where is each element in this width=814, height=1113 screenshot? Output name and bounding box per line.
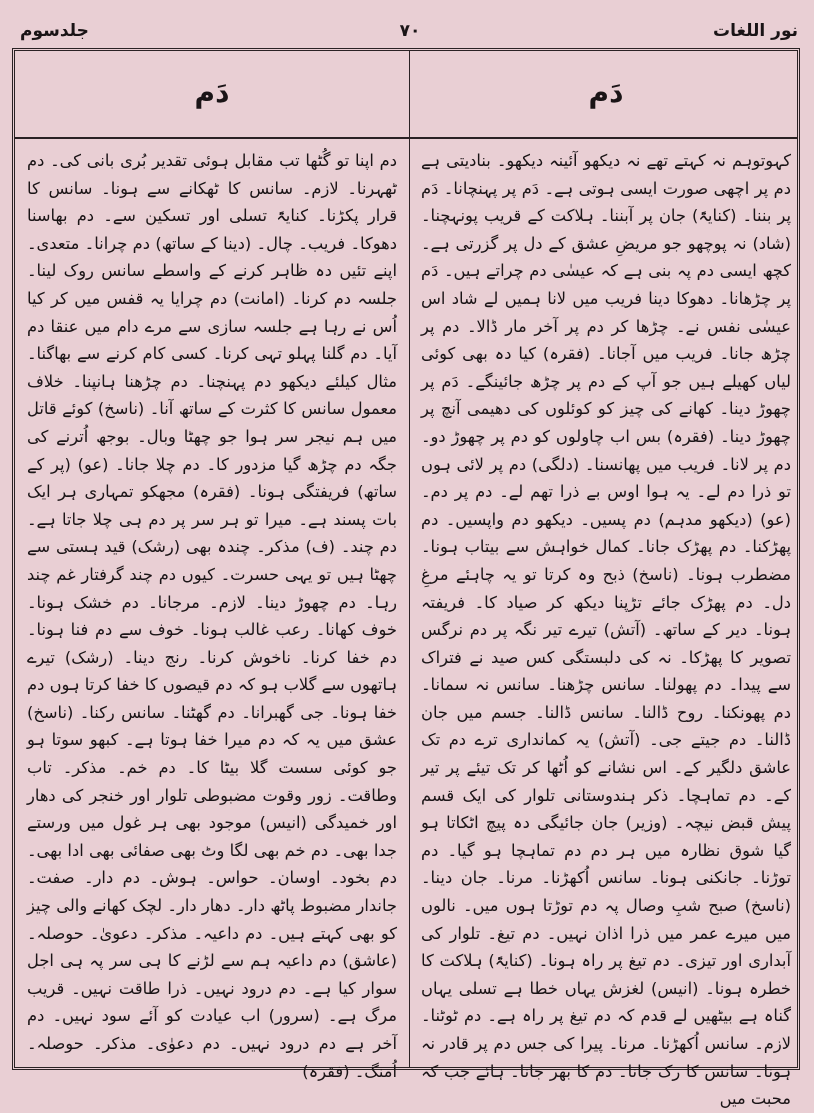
page-frame (12, 48, 800, 1109)
right-column-paragraph: کہوتوہم نہ کہتے تھے نہ دیکھو آئینہ دیکھو۔ بنادیتی ہے دم پر اچھی صورت ایسی ہوتی ہے۔ دَم پر پہنچانا۔ دَم پر بننا۔ (کنایۃً) جان پر آبننا۔ ہلاکت کے قریب پونہچنا۔ (شاد) نہ پوچھو جو مریضِ عشق کے دل پر گزرتی ہے۔ کچھ ایسی دم پہ بنی ہے کہ عیسٰی دم چراتے ہیں۔ دَم پر چڑھانا۔ دھوکا دینا فریب میں لانا ہمیں لے شاد اس عیسٰی نفس نے۔ چڑھا کر دم پر آخر مار ڈالا۔ دم پر چڑھ جانا۔ فریب میں آجانا۔ (فقرہ) کیا دہ بھی کوئی لیاں کھیلے ہیں جو آپ کے دم پر چڑھ جائینگے۔ دَم پر چھوڑ دینا۔ کھانے کی چیز کو کوئلوں کی دھیمی آنچ پر چھوڑ دینا۔ (فقرہ) بس اب چاولوں کو دم پر چھوڑ دو۔ دم پر لانا۔ فریب میں پھانسنا۔ (دلگی) دم پر لائی ہوں تو ذرا دم لے۔ یہ ہوا اوس بے ذرا تھم لے۔ دم پر دم۔ (عو) (دیکھو مدہم) دم پسیں۔ دیکھو دم واپسیں۔ دم پھڑکنا۔ دم پھڑک جانا۔ کمال خواہش سے بیتاب ہونا۔ مضطرب ہونا۔ (ناسخ) ذبح وہ کرتا تو یہ چاہئے مرغِ دل۔ دم پھڑک جائے تڑپنا دیکھ کر صیاد کا۔ فریفتہ ہونا۔ دیر کے ساتھ۔ (آتش) تیرے تیر نگہ پر دم نرگس تصویر کا پھڑکا۔ نہ کی دلبستگی کس صید نے فتراک سے پیدا۔ دم پھولنا۔ سانس چڑھنا۔ سانس نہ سمانا۔ دم پھونکنا۔ روح ڈالنا۔ سانس ڈالنا۔ جسم میں جان ڈالنا۔ دم جیتے جی۔ (آتش) یہ کمانداری ترے دم تک عاشق دلگیر کے۔ اس نشانے کو اُٹھا کر تک تیئے پر تیر کے۔ دم تماہچا۔ ذکر ہندوستانی تلوار کی ایک قسم پیش قبض نیچہ۔ (وزیر) جان جائیگی دہ پیچ اٹکاتا ہو گیا شوق نظارہ میں ہر دم دم تماہچا ہو گیا۔ دم توڑنا۔ جانکنی ہونا۔ سانس اُکھڑنا۔ مرنا۔ جان دینا۔ (ناسخ) صبح شبِ وصال پہ دم توڑتا ہوں میں۔ نالوں میں میرے عمر میں ذرا اذان نہیں۔ دم تیغ۔ تلوار کی آبداری اور تیزی۔ دم تیغ پر راہ ہونا۔ (کنایۃً) ہلاکت کا خطرہ ہونا۔ (انیس) لغزش یہاں خطا ہے تسلی یہاں گناہ ہے بیٹھیں لے قدم کہ دم تیغ پر راہ ہے۔ دم ٹوٹنا۔ لازم۔ سانس اُکھڑنا۔ مرنا۔ پیرا کی جس دم پر قادر نہ ہونا۔ سانس کا رک جانا۔ دم کا بھر جانا۔ ہائے جب کہ محبت میں (421, 151, 791, 1109)
volume-label: جلدسوم (20, 21, 89, 41)
left-column-paragraph: دم اپنا تو گُٹھا تب مقابل ہوئی تقدیر بُری بانی کی۔ دم ٹھہرنا۔ لازم۔ سانس کا ٹھکانے سے ہونا۔ سانس کا قرار پکڑنا۔ کنایۃً تسلی اور تسکین سے۔ دم بھاسنا دھوکا۔ فریب۔ چال۔ (دینا کے ساتھ) دم چرانا۔ متعدی۔ اپنے تئیں دہ ظاہر کرنے کے واسطے سانس روک لینا۔ جلسہ دم کرنا۔ (امانت) دم چرایا یہ قفس میں کر کیا اُس نے رہا ہے جلسہ سازی سے مرے دام میں عنقا دم آیا۔ دم گلنا پہلو تہی کرنا۔ کسی کام کرنے سے بھاگنا۔ مثال کیلئے دیکھو دم پہنچنا۔ دم چڑھنا ہانپنا۔ خلاف معمول سانس کا کثرت کے ساتھ آنا۔ (ناسخ) کوئے قاتل میں ہم نیجر سر ہوا جو چھٹا وبال۔ بوجھ اُترنے کی جگہ دم چڑھ گیا مزدور کا۔ دم چلا جانا۔ (عو) (پر کے ساتھ) فریفتگی ہونا۔ (فقرہ) مجھکو تمہاری ہر ایک بات پسند ہے۔ میرا تو ہر سر پر دم ہی چلا جاتا ہے۔ دم چند۔ (ف) مذکر۔ چندہ بھی (رشک) قید ہستی سے چھٹا ہیں تو یہی حسرت۔ کیوں دم چند گرفتار غم چند رہا۔ دم چھوڑ دینا۔ لازم۔ مرجانا۔ دم خشک ہونا۔ خوف کھانا۔ رعب غالب ہونا۔ خوف سے دم فنا ہونا۔ دم خفا کرنا۔ ناخوش کرنا۔ رنج دینا۔ (رشک) تیرے ہاتھوں سے گلاب ہو کہ دم قیصوں کا خفا کرتا ہوں دم خفا ہونا۔ جی گھبرانا۔ دم گھٹنا۔ سانس رکنا۔ (ناسخ) عشق میں یہ کہ دم میرا خفا ہوتا ہے۔ کبھو سوتا ہو جو کوئی سست گلا بیٹا کا۔ دم خم۔ مذکر۔ تاب وطاقت۔ زور وقوت مضبوطی تلوار اور خنجر کی دھار اور خمیدگی (انیس) موجود بھی ہر غول میں ورستے جدا بھی۔ دم خم بھی لگا وٹ بھی صفائی بھی ادا بھی۔ دم بخود۔ اوسان۔ حواس۔ ہوش۔ دم دار۔ صفت۔ جاندار مضبوط پاٹھ دار۔ دھار دار۔ لچک کھانے والی چیز کو بھی کہتے ہیں۔ دم داعیہ۔ مذکر۔ دعویٰ۔ حوصلہ۔ (عاشق) دم داعیہ ہم سے لڑنے کا ہی سر پہ ہی اجل سوار کیا ہے۔ دم درود نہیں۔ ذرا طاقت نہیں۔ قریب مرگ ہے۔ (سرور) اب عیادت کو آئے سود نہیں۔ دم آخر ہے دم درود نہیں۔ دم دعوٰی۔ مذکر۔ حوصلہ۔ اُمنگ۔ (فقرہ) (27, 151, 397, 1081)
left-column-text (27, 147, 397, 1081)
right-column-heading: دَم (588, 76, 624, 109)
right-column-text (421, 147, 791, 1109)
page-number: ٧٠ (399, 21, 421, 41)
column-divider (409, 51, 410, 1067)
left-column-heading: دَم (194, 76, 230, 109)
page-header (20, 18, 798, 44)
book-title: نور اللغات (713, 21, 798, 41)
headword-row (15, 51, 797, 139)
